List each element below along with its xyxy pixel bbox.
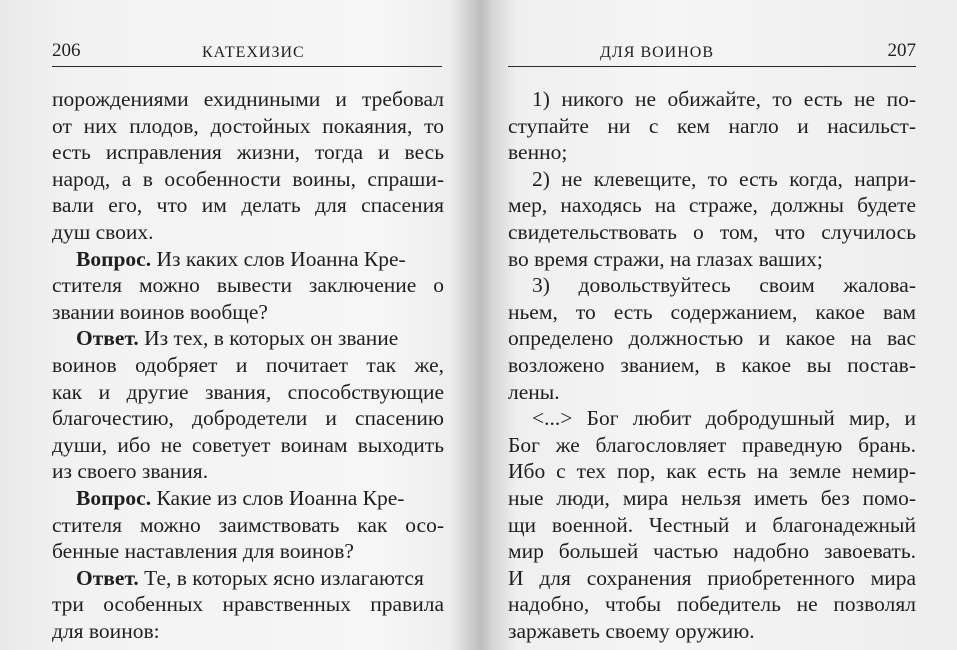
text-line: звании воинов вообще? xyxy=(52,299,268,324)
right-page-body xyxy=(508,86,916,644)
text-line: определено должностью и какое на вас xyxy=(508,326,916,351)
running-head-left: КАТЕХИЗИС xyxy=(202,44,305,61)
page-number-left: 206 xyxy=(52,40,81,61)
right-page xyxy=(484,0,957,650)
answer-label: Ответ. xyxy=(76,326,139,351)
text-line: от них плодов, достойных покаяния, то xyxy=(52,113,444,138)
text-line: для воинов: xyxy=(52,618,160,643)
answer-paragraph xyxy=(52,325,444,352)
question-label: Вопрос. xyxy=(76,485,152,510)
text-line: щи военной. Честный и благонадежный xyxy=(508,512,916,537)
text-line: ступайте ни с кем нагло и насильст- xyxy=(508,113,916,138)
answer-label: Ответ. xyxy=(76,565,139,590)
question-paragraph xyxy=(52,246,444,273)
text-line: Какие из слов Иоанна Кре- xyxy=(151,485,405,510)
text-line: порождениями ехидниными и требовал xyxy=(52,87,444,111)
text-line: Ибо с тех пор, как есть на земле немир- xyxy=(508,459,916,484)
question-paragraph xyxy=(52,485,444,512)
text-line: надобно, чтобы победитель не позволял xyxy=(508,592,916,617)
running-head-right: ДЛЯ ВОИНОВ xyxy=(600,44,714,61)
text-line: стителя можно заимствовать как осо- xyxy=(52,512,444,537)
text-line: возложено званием, в какое вы постав- xyxy=(508,352,916,377)
text-line: во время стражи, на глазах ваших; xyxy=(508,246,823,271)
text-line: 3) довольствуйтесь своим жалова- xyxy=(532,273,916,298)
text-line: <...> Бог любит добродушный мир, и xyxy=(532,406,916,431)
text-line: ные люди, мира нельзя иметь без помо- xyxy=(508,485,916,510)
text-line: воинов одобряет и почитает так же, xyxy=(52,352,444,377)
text-line: народ, а в особенности воины, спраши- xyxy=(52,166,444,191)
text-line: бенные наставления для воинов? xyxy=(52,539,354,564)
text-line: Те, в которых ясно излагаются xyxy=(138,565,424,590)
text-line: заржаветь своему оружию. xyxy=(508,618,755,643)
text-line: Из тех, в которых он звание xyxy=(138,326,399,351)
page-number-right: 207 xyxy=(887,40,916,61)
text-line: свидетельствовать о том, что случилось xyxy=(508,219,916,244)
text-line: мир большей частью надобно завоевать. xyxy=(508,539,916,564)
text-line: благочестию, добродетели и спасению xyxy=(52,406,444,431)
text-line: мер, находясь на страже, должны будете xyxy=(508,193,916,218)
question-label: Вопрос. xyxy=(76,246,152,271)
text-line: 1) никого не обижайте, то есть не по- xyxy=(532,87,916,111)
text-line: душ своих. xyxy=(52,219,154,244)
answer-paragraph xyxy=(52,565,444,592)
text-line: Из каких слов Иоанна Кре- xyxy=(151,246,406,271)
text-line: ньем, то есть содержанием, какое вам xyxy=(508,299,916,324)
left-page-header xyxy=(52,38,442,67)
text-line: есть исправления жизни, тогда и весь xyxy=(52,140,444,165)
text-line: стителя можно вывести заключение о xyxy=(52,273,444,298)
text-line: вали его, что им делать для спасения xyxy=(52,193,444,218)
right-page-header xyxy=(508,38,916,67)
text-line: Бог же благословляет праведную брань. xyxy=(508,432,916,457)
text-line: из своего звания. xyxy=(52,459,209,484)
text-line: три особенных нравственных правила xyxy=(52,592,444,617)
text-line: как и другие звания, способствующие xyxy=(52,379,444,404)
text-line: И для сохранения приобретенного мира xyxy=(508,565,916,590)
text-line: души, ибо не советует воинам выходить xyxy=(52,432,444,457)
text-line: лены. xyxy=(508,379,560,404)
text-line: 2) не клевещите, то есть когда, напри- xyxy=(532,166,916,191)
text-line: венно; xyxy=(508,140,568,165)
left-page-body xyxy=(52,86,444,644)
